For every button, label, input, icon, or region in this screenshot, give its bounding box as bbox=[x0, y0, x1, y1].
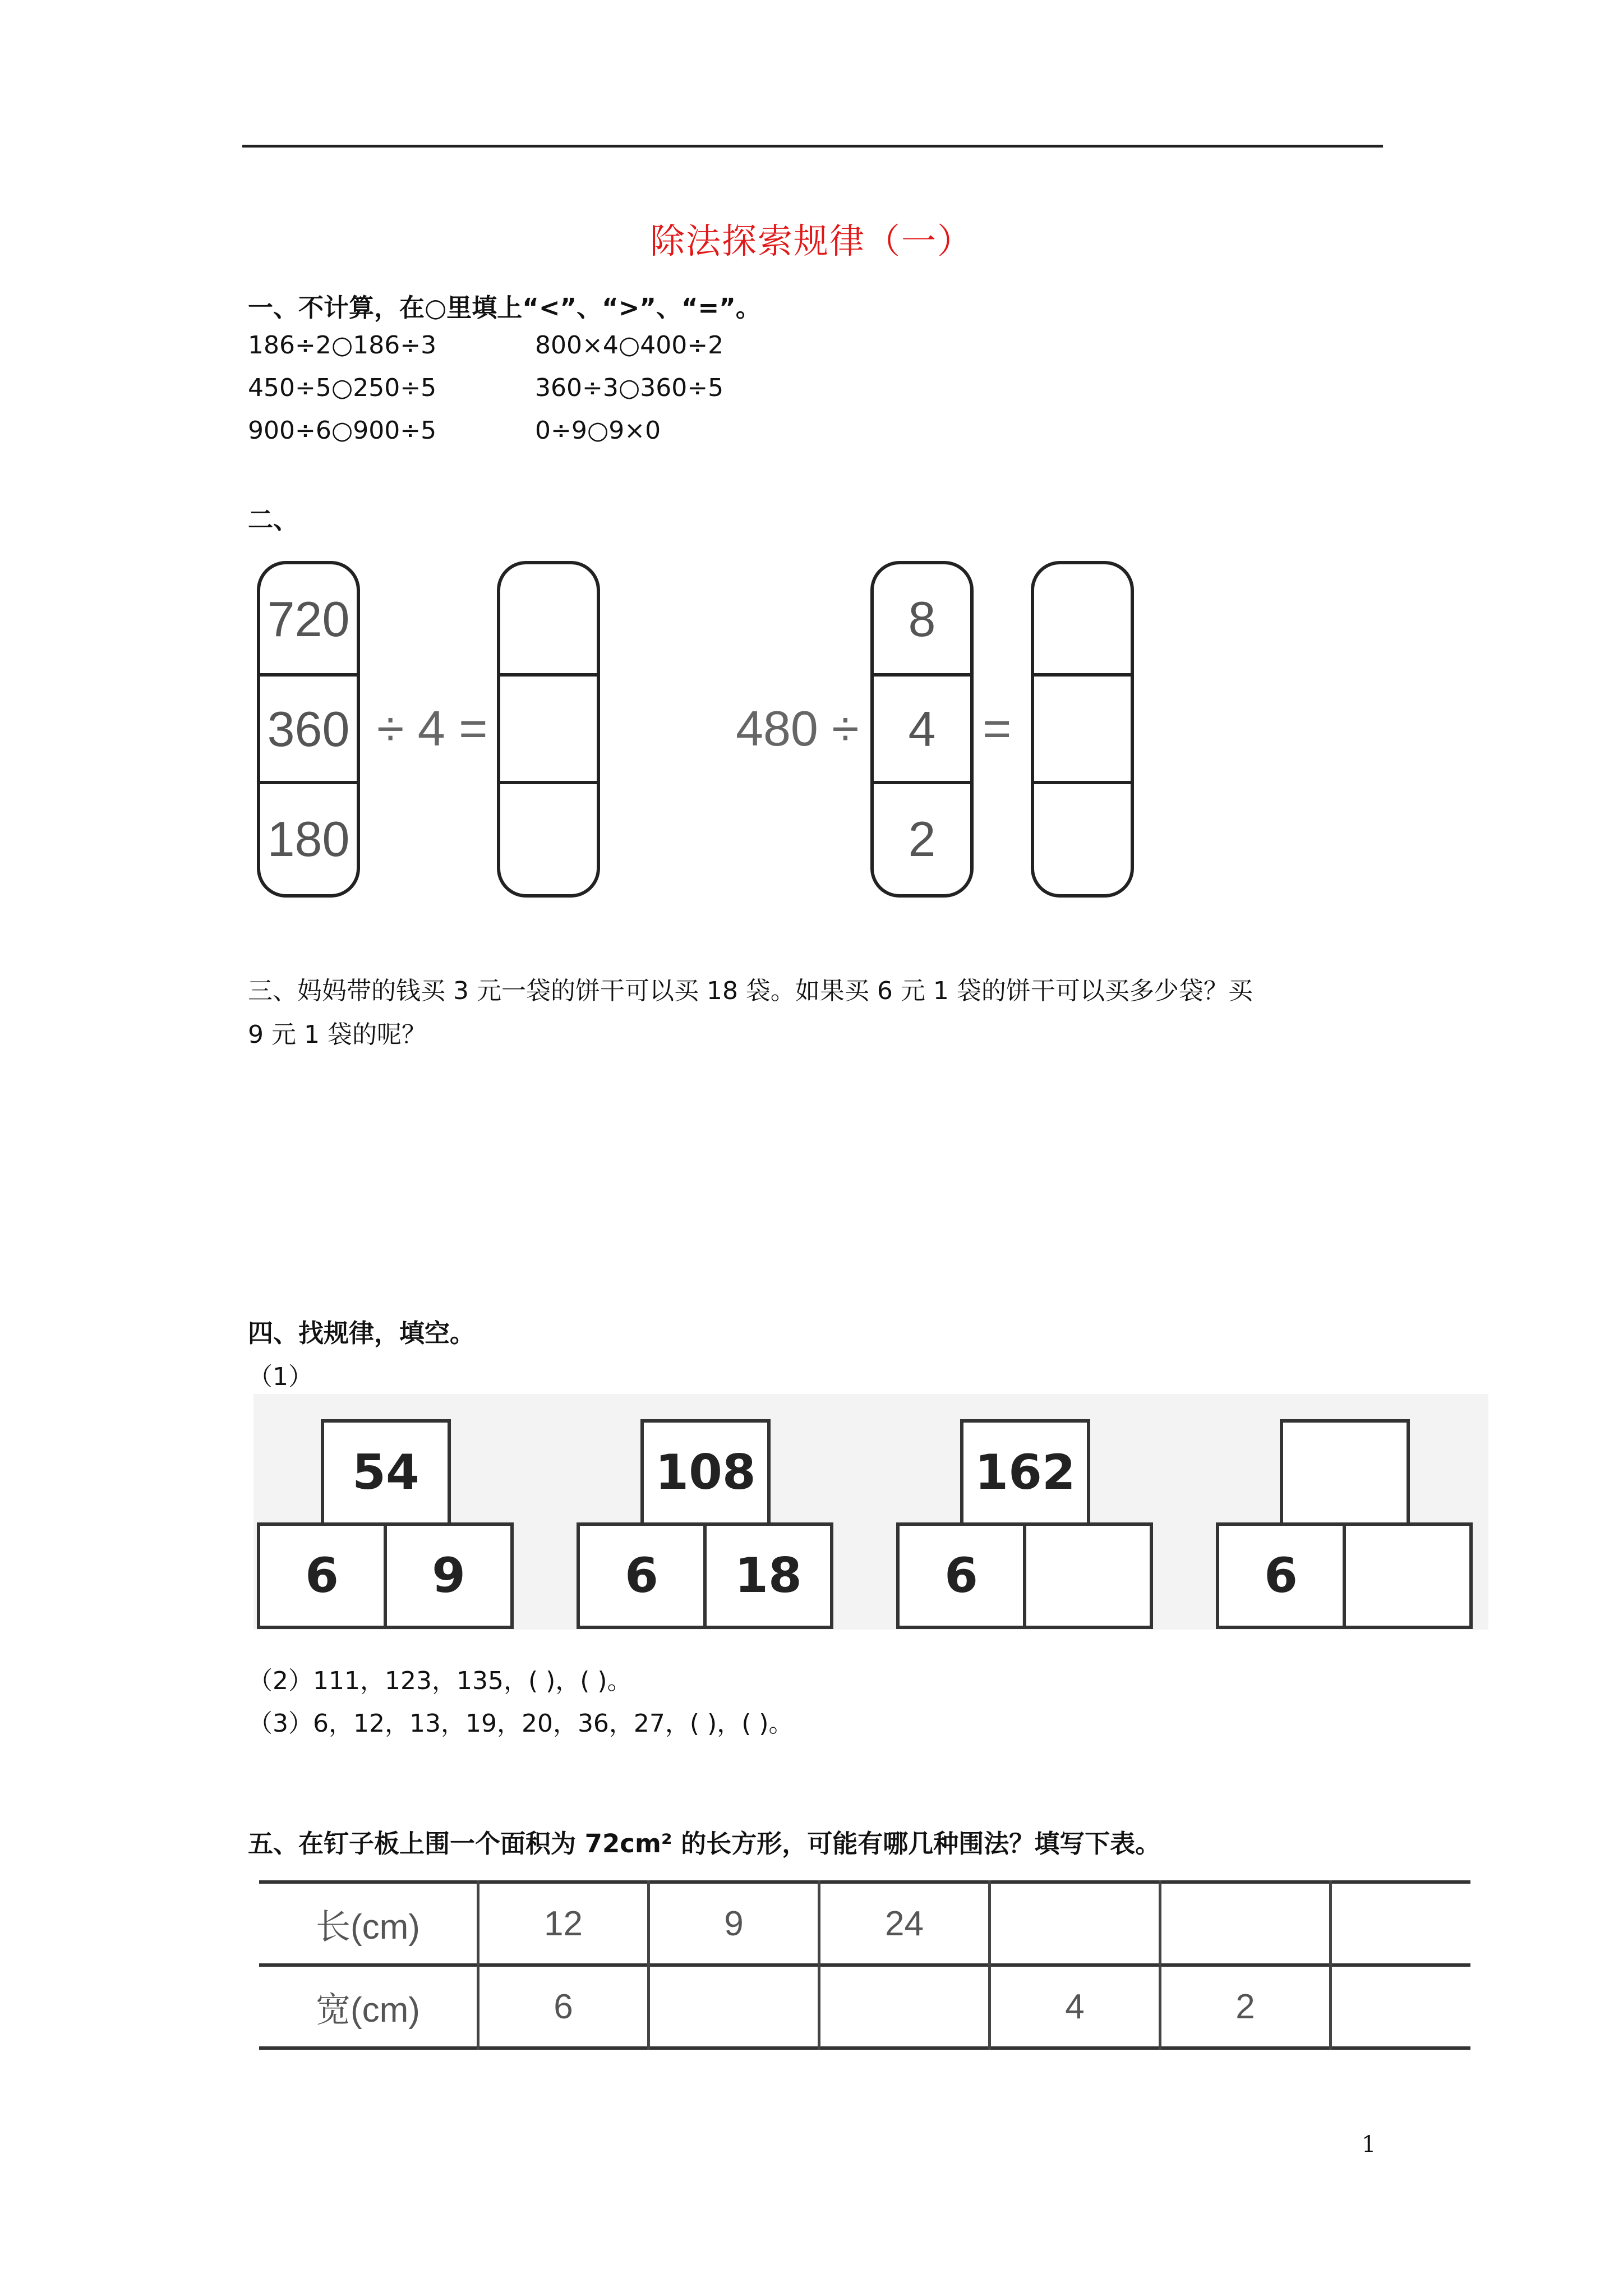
pill-divider bbox=[1034, 781, 1131, 784]
q1-row2-left: 450÷5○250÷5 bbox=[248, 374, 437, 402]
q3-line2: 9 元 1 袋的呢？ bbox=[248, 1020, 426, 1049]
q4-part2: （2）111，123，135，( )，( )。 bbox=[248, 1667, 632, 1695]
pill-divider bbox=[500, 673, 597, 677]
pill-cell: 180 bbox=[267, 811, 350, 867]
length-cell-blank[interactable] bbox=[1332, 1884, 1470, 1963]
q1-row3-right: 0÷9○9×0 bbox=[535, 416, 661, 445]
pill-divider bbox=[500, 781, 597, 784]
pyramid-top-box: 162 bbox=[960, 1419, 1090, 1526]
pyramid-top-box: 54 bbox=[321, 1419, 451, 1526]
equals-sign: = bbox=[983, 701, 1012, 756]
q2-heading: 二、 bbox=[248, 505, 299, 535]
pyramid-left-box: 6 bbox=[577, 1522, 707, 1629]
pyramid-right-box-blank[interactable] bbox=[1023, 1522, 1153, 1629]
width-cell-blank[interactable] bbox=[1332, 1967, 1470, 2046]
pyramid-left-box: 6 bbox=[896, 1522, 1026, 1629]
pill-cell: 2 bbox=[908, 811, 936, 867]
q1-row1-left: 186÷2○186÷3 bbox=[248, 331, 437, 360]
480-divided-by: 480 ÷ bbox=[736, 701, 859, 756]
header-rule bbox=[242, 145, 1383, 148]
pyramid-left-box: 6 bbox=[1216, 1522, 1346, 1629]
q1-row1-right: 800×4○400÷2 bbox=[535, 331, 724, 360]
q1-row3-left: 900÷6○900÷5 bbox=[248, 416, 437, 445]
width-cell: 6 bbox=[554, 1987, 573, 2026]
pill-cell: 360 bbox=[267, 701, 350, 757]
width-cell-blank[interactable] bbox=[820, 1967, 988, 2046]
width-cell: 2 bbox=[1235, 1987, 1255, 2026]
left-answer-pill[interactable] bbox=[497, 561, 600, 898]
pyramid-top-box-blank[interactable] bbox=[1280, 1419, 1410, 1526]
length-cell-blank[interactable] bbox=[1161, 1884, 1329, 1963]
pill-cell: 8 bbox=[908, 591, 936, 647]
table-rule bbox=[259, 2046, 1470, 2050]
left-number-pill bbox=[257, 561, 360, 898]
length-cell: 9 bbox=[724, 1904, 744, 1943]
length-cell: 24 bbox=[885, 1904, 924, 1943]
length-cell-blank[interactable] bbox=[991, 1884, 1159, 1963]
width-cell: 4 bbox=[1065, 1987, 1085, 2026]
q4-heading: 四、找规律，填空。 bbox=[248, 1318, 476, 1348]
q1-row2-right: 360÷3○360÷5 bbox=[535, 374, 724, 402]
pyramid-right-box: 18 bbox=[703, 1522, 833, 1629]
pyramid-right-box-blank[interactable] bbox=[1343, 1522, 1473, 1629]
page-title: 除法探索规律（一） bbox=[649, 220, 973, 261]
page-number: 1 bbox=[1362, 2132, 1376, 2157]
right-number-pill bbox=[870, 561, 974, 898]
q5-heading: 五、在钉子板上围一个面积为 72cm² 的长方形，可能有哪几种围法？填写下表。 bbox=[248, 1829, 1161, 1858]
q3-line1: 三、妈妈带的钱买 3 元一袋的饼干可以买 18 袋。如果买 6 元 1 袋的饼干可以买多少袋？买 bbox=[248, 977, 1253, 1005]
q4-part1-label: （1） bbox=[248, 1363, 313, 1391]
pyramid-left-box: 6 bbox=[257, 1522, 387, 1629]
length-cell: 12 bbox=[544, 1904, 583, 1943]
q1-heading: 一、不计算，在○里填上“<”、“>”、“=”。 bbox=[248, 293, 761, 323]
row-label-length: 长(cm) bbox=[316, 1907, 420, 1947]
pyramid-right-box: 9 bbox=[384, 1522, 514, 1629]
width-cell-blank[interactable] bbox=[650, 1967, 818, 2046]
pill-cell: 720 bbox=[267, 591, 350, 647]
divide-by-four-equals: ÷ 4 = bbox=[377, 701, 488, 756]
q4-part3: （3）6，12，13，19，20，36，27，( )，( )。 bbox=[248, 1709, 794, 1738]
rectangle-size-table bbox=[259, 1880, 1470, 2050]
pyramid-top-box: 108 bbox=[640, 1419, 771, 1526]
pill-divider bbox=[1034, 673, 1131, 677]
row-label-width: 宽(cm) bbox=[316, 1990, 420, 2030]
right-answer-pill[interactable] bbox=[1031, 561, 1134, 898]
pill-cell: 4 bbox=[908, 701, 936, 757]
